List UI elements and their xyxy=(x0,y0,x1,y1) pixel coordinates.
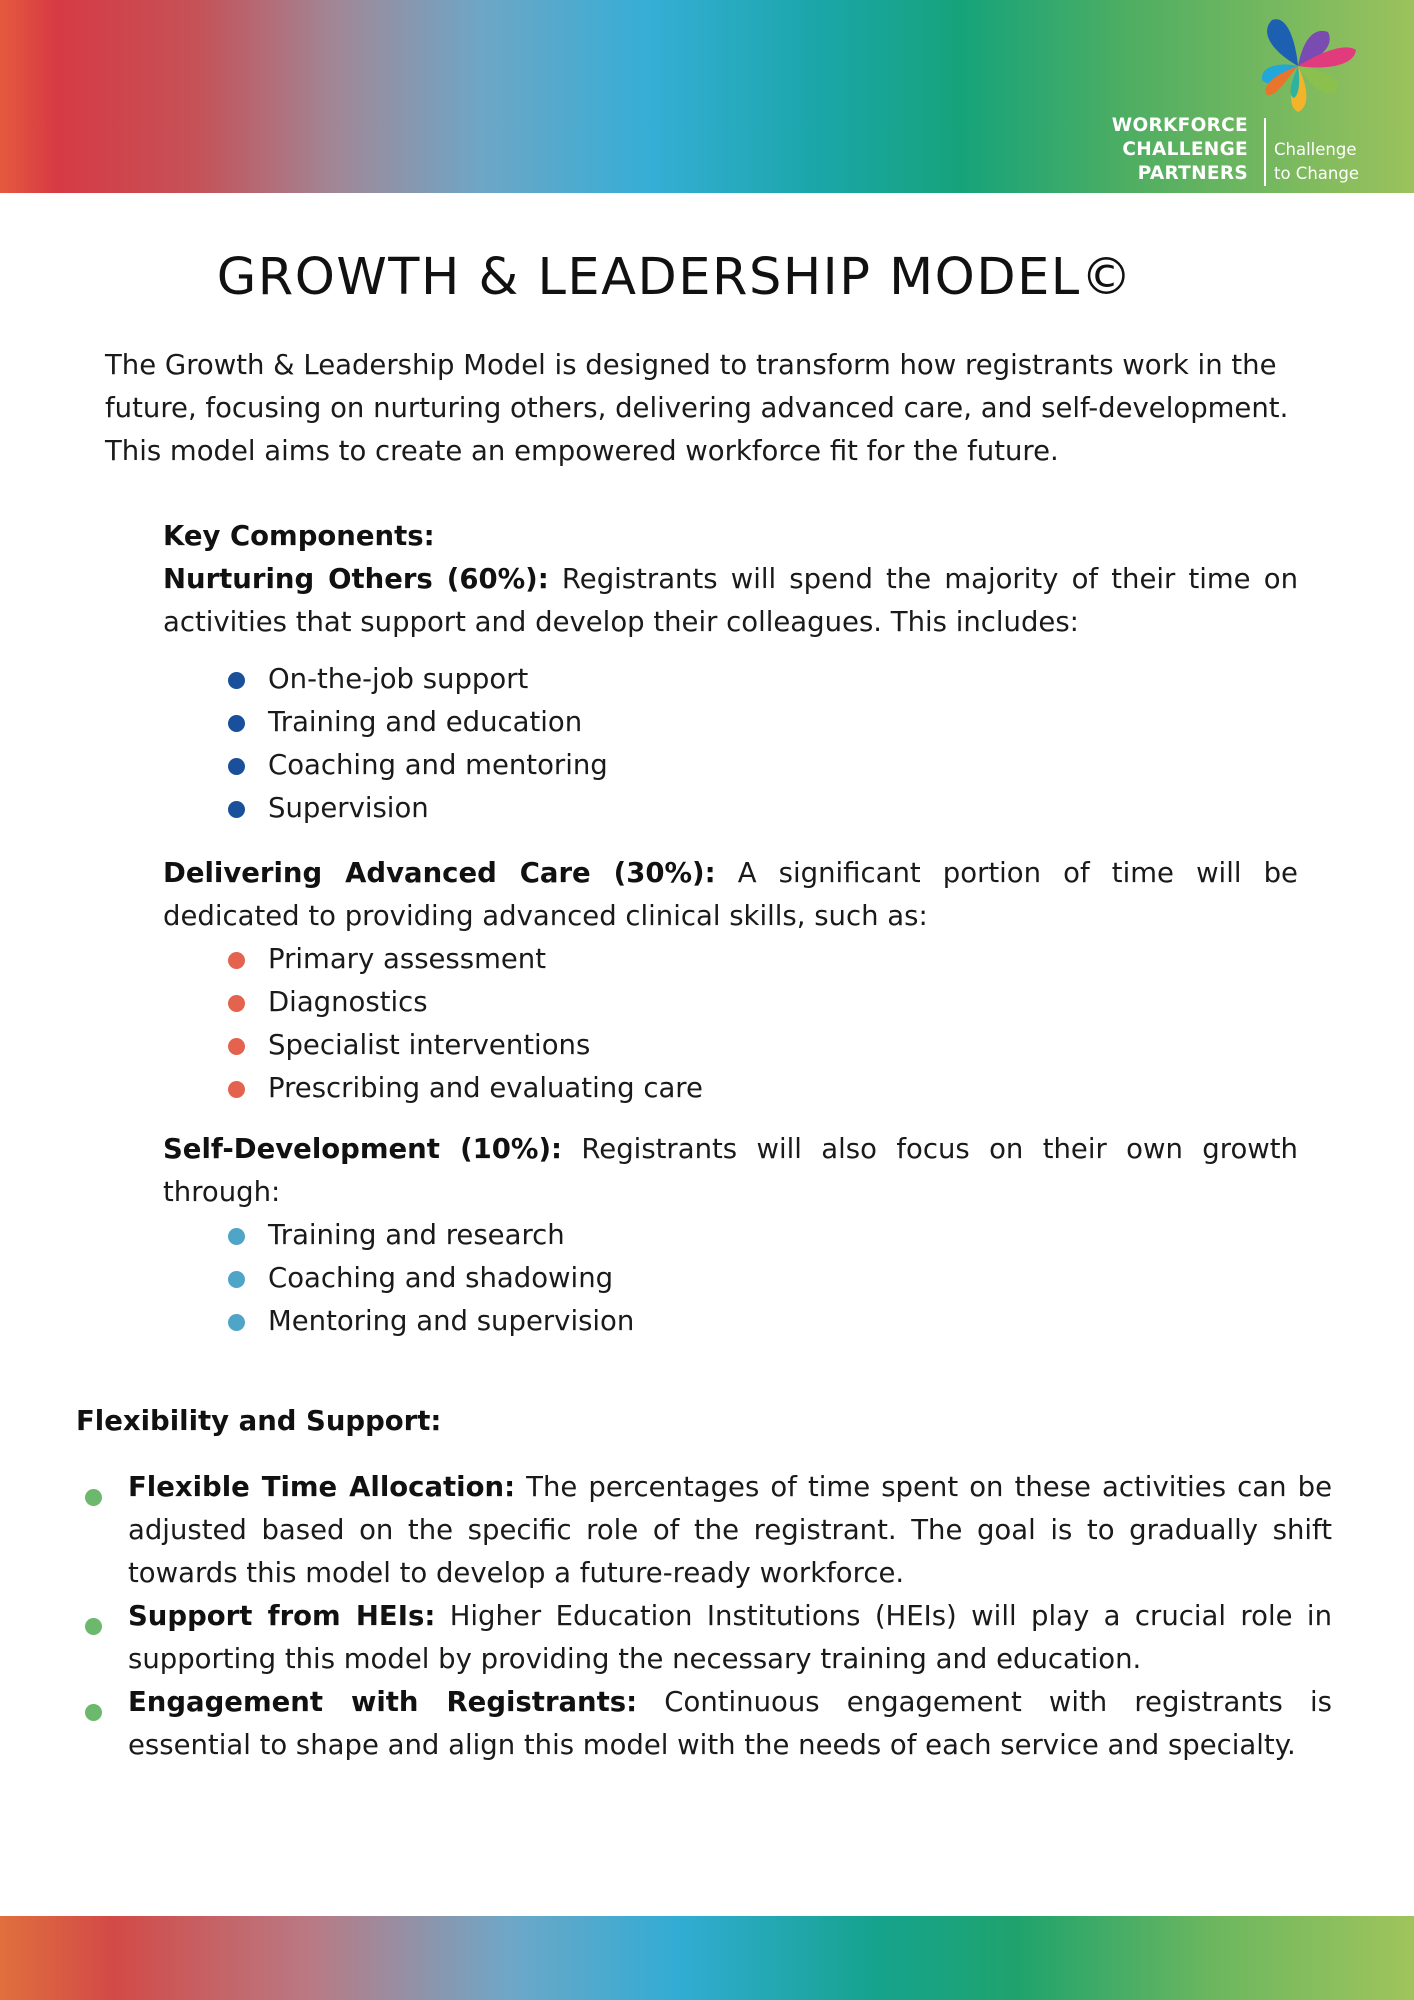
list-item: On-the-job support xyxy=(268,658,1298,701)
logo-wordmark xyxy=(1112,114,1248,186)
list-item: Mentoring and supervision xyxy=(268,1300,1298,1343)
list-item: Supervision xyxy=(268,787,1298,830)
self-development-label: Self-Development (10%): xyxy=(163,1133,563,1165)
advanced-care-text: A significant portion of time will be dedicated to providing advanced clinical skills, such as: xyxy=(163,857,1298,932)
key-components-section xyxy=(163,515,1298,830)
list-item: Prescribing and evaluating care xyxy=(268,1067,1298,1110)
advanced-care-list xyxy=(268,938,1298,1110)
logo-divider xyxy=(1264,118,1266,186)
bullet-dot-icon xyxy=(228,758,245,775)
list-item: Training and research xyxy=(268,1214,1298,1257)
flexibility-list xyxy=(128,1466,1332,1767)
advanced-care-section xyxy=(163,852,1298,1110)
page-title: GROWTH & LEADERSHIP MODEL© xyxy=(216,248,1134,307)
self-development-paragraph xyxy=(163,1128,1298,1214)
advanced-care-label: Delivering Advanced Care (30%): xyxy=(163,857,716,889)
bullet-dot-icon xyxy=(85,1489,102,1506)
logo-line-2: CHALLENGE xyxy=(1122,139,1248,160)
list-item: Flexible Time Allocation: The percentages of time spent on these activities can be adjusted based on the specific role of the registrant. The goal is to gradually shift towards this model to develop a future-ready workforce. xyxy=(128,1466,1332,1595)
list-item: Diagnostics xyxy=(268,981,1298,1024)
flexibility-heading: Flexibility and Support: xyxy=(76,1405,442,1437)
bullet-dot-icon xyxy=(228,1228,245,1245)
nurturing-paragraph xyxy=(163,558,1298,644)
list-item: Coaching and shadowing xyxy=(268,1257,1298,1300)
bullet-dot-icon xyxy=(228,995,245,1012)
self-development-text: Registrants will also focus on their own growth through: xyxy=(163,1133,1298,1208)
advanced-care-paragraph xyxy=(163,852,1298,938)
bullet-dot-icon xyxy=(228,715,245,732)
nurturing-list xyxy=(268,658,1298,830)
nurturing-text: Registrants will spend the majority of their time on activities that support and develop their colleagues. This includes: xyxy=(163,563,1299,638)
intro-paragraph: The Growth & Leadership Model is designed to transform how registrants work in the future, focusing on nurturing others, delivering advanced care, and self-development. This model aims to create an empowered workforce fit for the future. xyxy=(105,349,1289,467)
self-development-section xyxy=(163,1128,1298,1343)
key-components-heading: Key Components: xyxy=(163,520,435,552)
self-development-list xyxy=(268,1214,1298,1343)
footer-gradient-band xyxy=(0,1916,1414,2000)
bullet-dot-icon xyxy=(228,952,245,969)
tagline-line-2: to Change xyxy=(1274,164,1359,183)
nurturing-label: Nurturing Others (60%): xyxy=(163,563,549,595)
bullet-dot-icon xyxy=(228,801,245,818)
bullet-dot-icon xyxy=(228,1314,245,1331)
bullet-dot-icon xyxy=(228,1271,245,1288)
workforce-challenge-partners-logo xyxy=(1111,14,1360,190)
logo-line-1: WORKFORCE xyxy=(1111,115,1248,136)
bullet-dot-icon xyxy=(228,672,245,689)
logo-line-3: PARTNERS xyxy=(1137,163,1248,184)
tagline-line-1: Challenge xyxy=(1274,140,1357,159)
bullet-dot-icon xyxy=(228,1081,245,1098)
logo-tagline xyxy=(1274,138,1359,186)
list-item: Coaching and mentoring xyxy=(268,744,1298,787)
bullet-dot-icon xyxy=(228,1038,245,1055)
list-item: Specialist interventions xyxy=(268,1024,1298,1067)
butterfly-icon xyxy=(1236,14,1360,126)
list-item: Engagement with Registrants: Continuous engagement with registrants is essential to shape and align this model with the needs of each service and specialty. xyxy=(128,1681,1332,1767)
bullet-dot-icon xyxy=(85,1618,102,1635)
bullet-dot-icon xyxy=(85,1704,102,1721)
list-item: Support from HEIs: Higher Education Institutions (HEIs) will play a crucial role in supporting this model by providing the necessary training and education. xyxy=(128,1595,1332,1681)
list-item: Primary assessment xyxy=(268,938,1298,981)
list-item: Training and education xyxy=(268,701,1298,744)
